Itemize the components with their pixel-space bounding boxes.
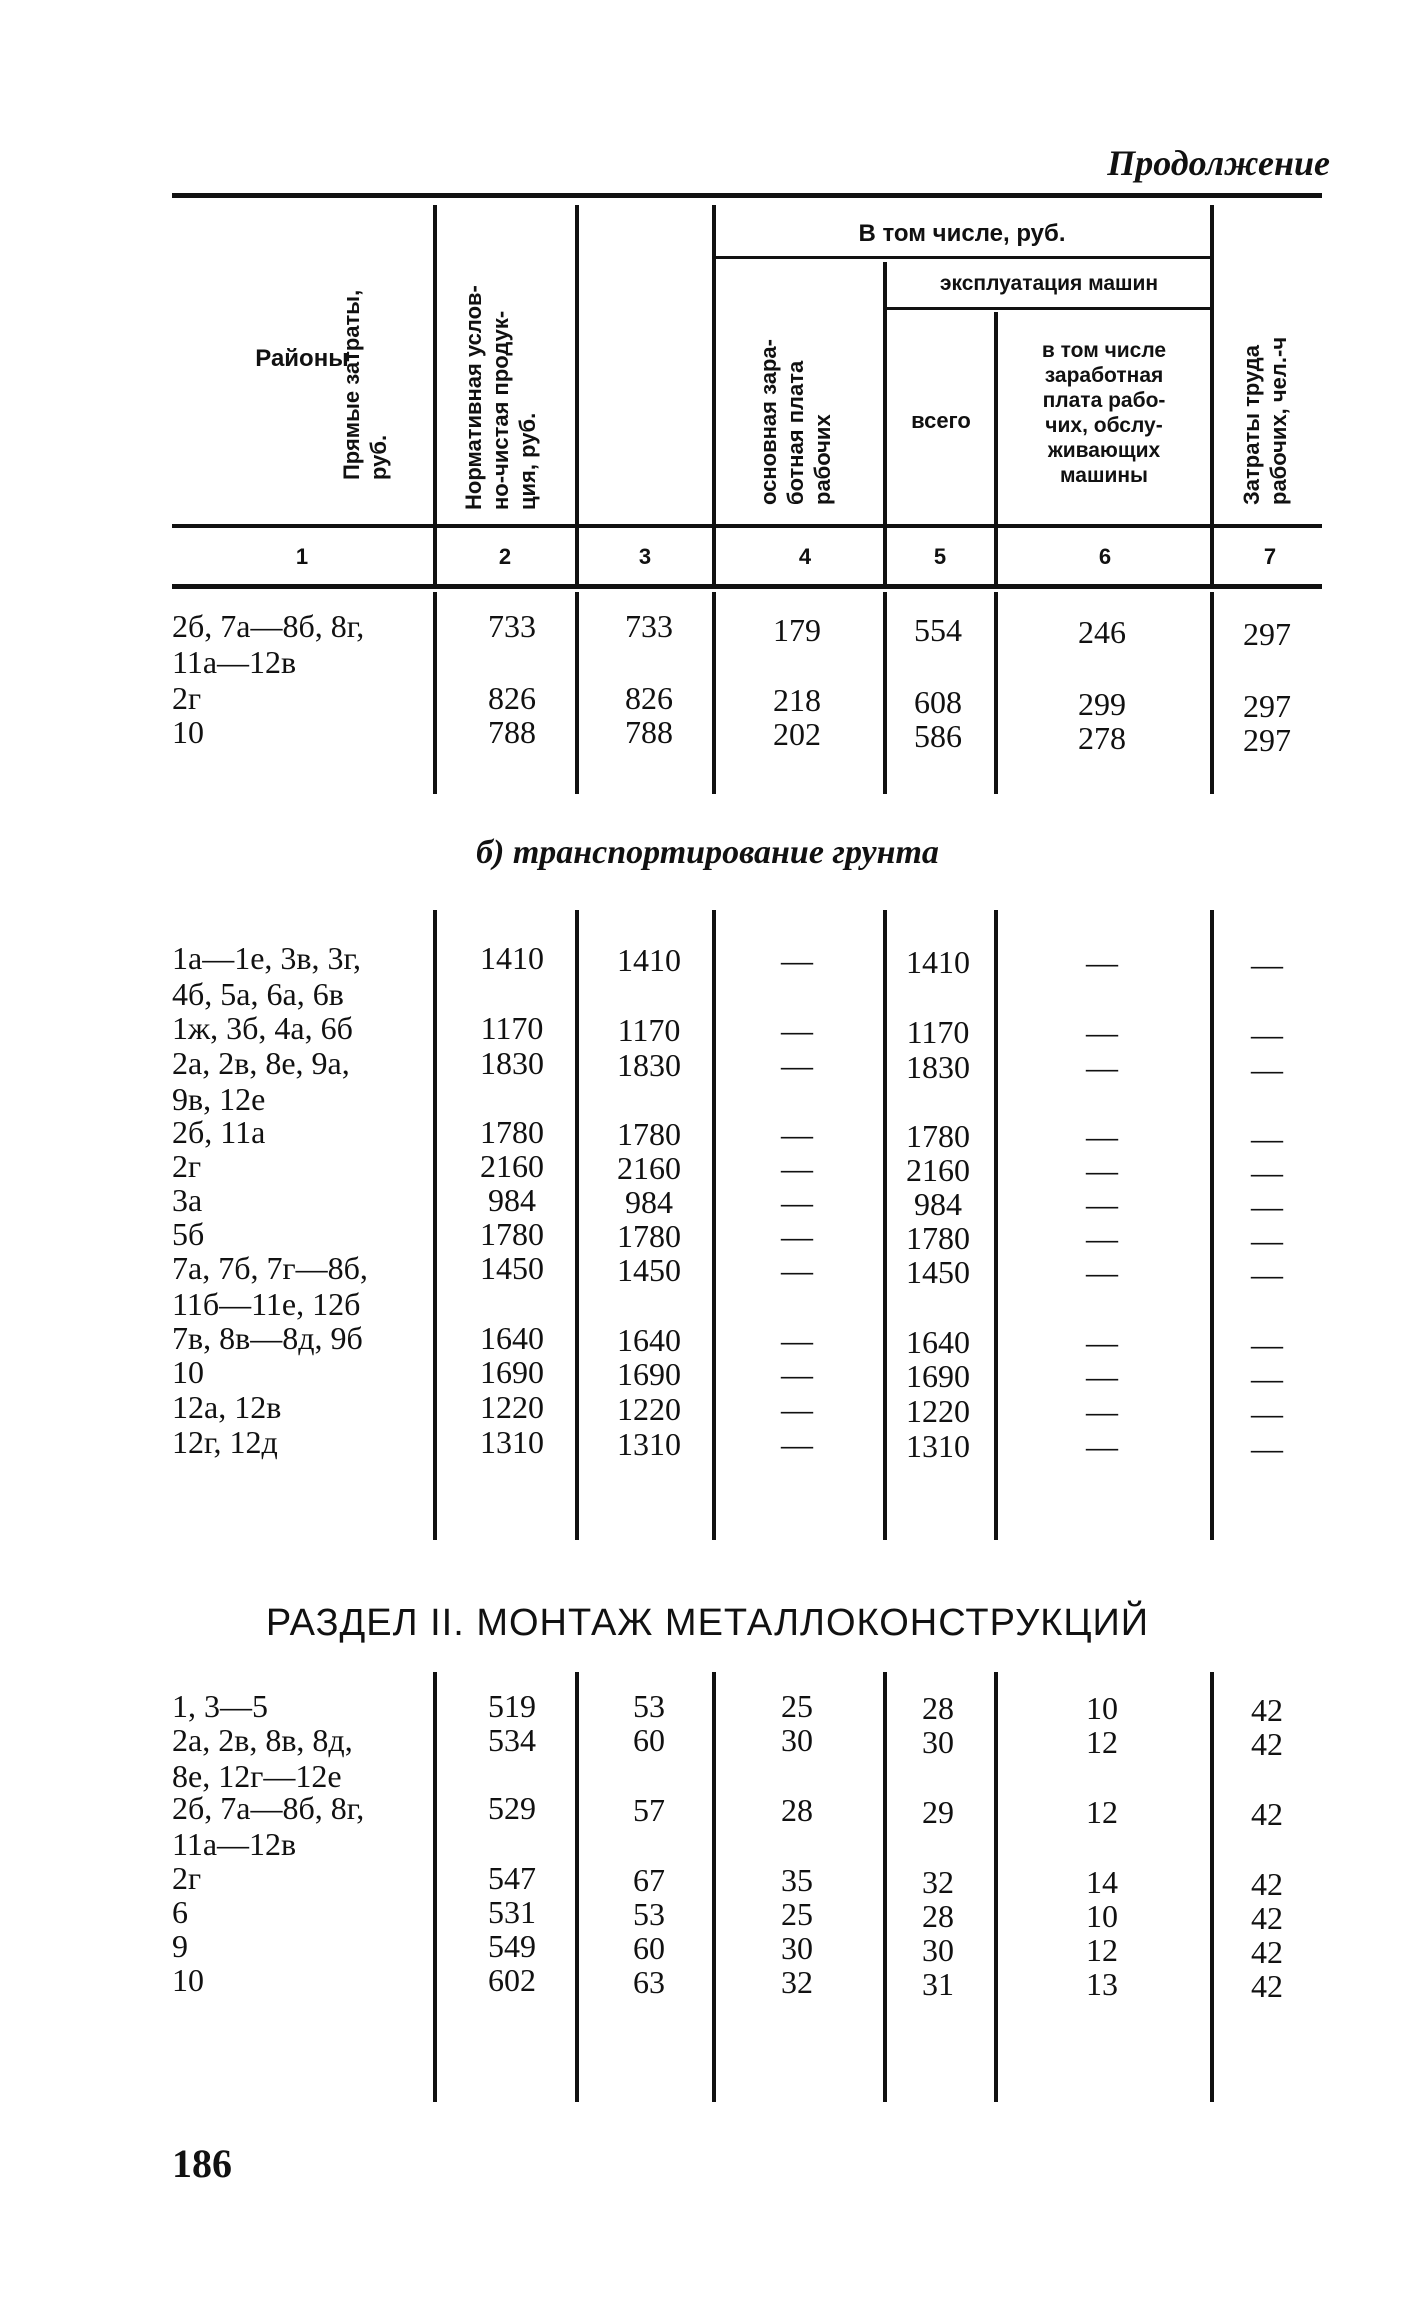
region-cell: 2г <box>172 1148 202 1184</box>
column-divider <box>575 1672 579 2102</box>
value-cell: 12 <box>1086 1932 1118 1968</box>
column-divider <box>712 1672 716 2102</box>
value-cell: 519 <box>488 1688 536 1724</box>
column-divider <box>712 592 716 794</box>
value-cell: 1830 <box>906 1049 970 1085</box>
header-including: В том числе, руб. <box>858 220 1066 247</box>
value-cell: 53 <box>633 1688 665 1724</box>
value-cell: 30 <box>922 1932 954 1968</box>
value-cell: — <box>781 1012 813 1048</box>
value-cell: — <box>781 1047 813 1083</box>
region-cell: 2б, 11а <box>172 1114 266 1150</box>
value-cell: 1310 <box>906 1428 970 1464</box>
value-cell: 531 <box>488 1894 536 1930</box>
value-cell: 1780 <box>480 1114 544 1150</box>
value-cell: 42 <box>1251 1968 1283 2004</box>
region-cell: 6 <box>172 1894 188 1930</box>
value-cell: 1780 <box>617 1218 681 1254</box>
value-cell: 1410 <box>906 944 970 980</box>
value-cell: 42 <box>1251 1866 1283 1902</box>
value-cell: 32 <box>781 1964 813 2000</box>
value-cell: 1410 <box>480 940 544 976</box>
value-cell: 1310 <box>617 1426 681 1462</box>
column-divider <box>712 910 716 1540</box>
region-cell: 10 <box>172 1962 204 1998</box>
region-cell: 2б, 7а—8б, 8г, 11а—12в <box>172 608 365 680</box>
value-cell: — <box>781 1150 813 1186</box>
value-cell: 25 <box>781 1688 813 1724</box>
value-cell: — <box>1086 1152 1118 1188</box>
machines-rule <box>886 307 1212 310</box>
value-cell: 733 <box>625 608 673 644</box>
value-cell: 554 <box>914 612 962 648</box>
colnum-5: 5 <box>933 544 947 569</box>
value-cell: 826 <box>625 680 673 716</box>
page-number: 186 <box>172 2141 232 2186</box>
header-divider <box>575 205 579 585</box>
value-cell: 35 <box>781 1862 813 1898</box>
value-cell: 299 <box>1078 686 1126 722</box>
value-cell: 246 <box>1078 614 1126 650</box>
value-cell: 1450 <box>480 1250 544 1286</box>
value-cell: — <box>1086 1393 1118 1429</box>
region-cell: 1, 3—5 <box>172 1688 268 1724</box>
colnum-6: 6 <box>1098 544 1112 569</box>
value-cell: 1170 <box>480 1010 544 1046</box>
value-cell: — <box>781 1252 813 1288</box>
value-cell: 29 <box>922 1794 954 1830</box>
value-cell: 297 <box>1243 722 1291 758</box>
value-cell: — <box>1251 1360 1283 1396</box>
continuation-label: Продолжение <box>1107 143 1330 183</box>
value-cell: 202 <box>773 716 821 752</box>
value-cell: 60 <box>633 1930 665 1966</box>
region-cell: 12г, 12д <box>172 1424 278 1460</box>
value-cell: 1780 <box>906 1220 970 1256</box>
region-cell: 10 <box>172 1354 204 1390</box>
value-cell: 1220 <box>617 1391 681 1427</box>
value-cell: 1640 <box>480 1320 544 1356</box>
region-cell: 2а, 2в, 8е, 9а, 9в, 12е <box>172 1045 350 1117</box>
section-title: РАЗДЕЛ II. МОНТАЖ МЕТАЛЛОКОНСТРУКЦИЙ <box>265 1602 1150 1644</box>
value-cell: — <box>1086 1358 1118 1394</box>
value-cell: — <box>1251 1430 1283 1466</box>
colnum-bottom-rule <box>172 584 1322 589</box>
value-cell: 1310 <box>480 1424 544 1460</box>
value-cell: 25 <box>781 1896 813 1932</box>
value-cell: 549 <box>488 1928 536 1964</box>
value-cell: 2160 <box>617 1150 681 1186</box>
header-normative-output: Нормативная услов- но-чистая продук- ция, руб. <box>461 285 540 510</box>
value-cell: 30 <box>922 1724 954 1760</box>
header-total: всего <box>911 408 971 433</box>
region-cell: 3а <box>172 1182 203 1218</box>
value-cell: 984 <box>914 1186 962 1222</box>
colnum-2: 2 <box>498 544 512 569</box>
value-cell: 53 <box>633 1896 665 1932</box>
value-cell: 12 <box>1086 1794 1118 1830</box>
value-cell: — <box>1086 1014 1118 1050</box>
value-cell: — <box>781 1116 813 1152</box>
value-cell: 42 <box>1251 1692 1283 1728</box>
value-cell: 179 <box>773 612 821 648</box>
value-cell: 1170 <box>617 1012 681 1048</box>
subsection-title: б) транспортирование грунта <box>476 834 939 871</box>
value-cell: 42 <box>1251 1900 1283 1936</box>
value-cell: — <box>1086 944 1118 980</box>
value-cell: — <box>781 1322 813 1358</box>
value-cell: — <box>781 1218 813 1254</box>
value-cell: 28 <box>922 1898 954 1934</box>
header-regions: Районы <box>255 345 349 372</box>
region-cell: 2г <box>172 680 202 716</box>
value-cell: — <box>1251 1154 1283 1190</box>
value-cell: 1780 <box>480 1216 544 1252</box>
value-cell: 278 <box>1078 720 1126 756</box>
value-cell: 1450 <box>617 1252 681 1288</box>
region-cell: 10 <box>172 714 204 750</box>
value-cell: 1410 <box>617 942 681 978</box>
column-divider <box>575 910 579 1540</box>
value-cell: 1170 <box>906 1014 970 1050</box>
value-cell: 602 <box>488 1962 536 1998</box>
value-cell: 547 <box>488 1860 536 1896</box>
header-direct-costs: Прямые затраты, руб. <box>339 289 391 480</box>
value-cell: 42 <box>1251 1934 1283 1970</box>
value-cell: — <box>1086 1324 1118 1360</box>
value-cell: 297 <box>1243 688 1291 724</box>
value-cell: 1830 <box>480 1045 544 1081</box>
value-cell: 30 <box>781 1930 813 1966</box>
colnum-3: 3 <box>638 544 652 569</box>
value-cell: — <box>1086 1254 1118 1290</box>
colnum-4: 4 <box>798 544 812 569</box>
value-cell: — <box>1251 1222 1283 1258</box>
value-cell: — <box>1086 1428 1118 1464</box>
value-cell: — <box>1251 1395 1283 1431</box>
header-including-wage: в том числе заработная плата рабо- чих, обслу- живающих машины <box>1041 339 1167 487</box>
value-cell: 788 <box>625 714 673 750</box>
column-divider <box>994 910 998 1540</box>
value-cell: 28 <box>781 1792 813 1828</box>
header-divider <box>433 205 437 585</box>
value-cell: 13 <box>1086 1966 1118 2002</box>
value-cell: 2160 <box>906 1152 970 1188</box>
value-cell: — <box>1251 1120 1283 1156</box>
value-cell: 788 <box>488 714 536 750</box>
value-cell: 10 <box>1086 1690 1118 1726</box>
value-cell: 31 <box>922 1966 954 2002</box>
value-cell: 63 <box>633 1964 665 2000</box>
value-cell: 28 <box>922 1690 954 1726</box>
value-cell: — <box>1251 1256 1283 1292</box>
value-cell: 1450 <box>906 1254 970 1290</box>
value-cell: 1690 <box>617 1356 681 1392</box>
value-cell: 1220 <box>480 1389 544 1425</box>
region-cell: 7а, 7б, 7г—8б, 11б—11е, 12б <box>172 1250 368 1322</box>
value-cell: 1640 <box>617 1322 681 1358</box>
region-cell: 2б, 7а—8б, 8г, 11а—12в <box>172 1790 365 1862</box>
value-cell: 60 <box>633 1722 665 1758</box>
including-rule <box>712 256 1212 259</box>
value-cell: — <box>1251 1051 1283 1087</box>
value-cell: 42 <box>1251 1796 1283 1832</box>
value-cell: 30 <box>781 1722 813 1758</box>
region-cell: 1ж, 3б, 4а, 6б <box>172 1010 353 1046</box>
column-divider <box>575 592 579 794</box>
region-cell: 5б <box>172 1216 205 1252</box>
value-cell: 534 <box>488 1722 536 1758</box>
value-cell: — <box>1251 1326 1283 1362</box>
region-cell: 2а, 2в, 8в, 8д, 8е, 12г—12е <box>172 1722 353 1794</box>
value-cell: — <box>781 1356 813 1392</box>
column-divider <box>994 1672 998 2102</box>
value-cell: 1780 <box>906 1118 970 1154</box>
value-cell: — <box>781 1184 813 1220</box>
value-cell: 984 <box>488 1182 536 1218</box>
region-cell: 2г <box>172 1860 202 1896</box>
value-cell: 1690 <box>906 1358 970 1394</box>
value-cell: — <box>1086 1220 1118 1256</box>
value-cell: 984 <box>625 1184 673 1220</box>
value-cell: — <box>1251 1188 1283 1224</box>
table-top-rule <box>172 193 1322 198</box>
region-cell: 12а, 12в <box>172 1389 282 1425</box>
value-cell: 608 <box>914 684 962 720</box>
value-cell: 42 <box>1251 1726 1283 1762</box>
value-cell: 32 <box>922 1864 954 1900</box>
header-divider <box>1210 205 1214 585</box>
value-cell: 10 <box>1086 1898 1118 1934</box>
value-cell: — <box>1086 1186 1118 1222</box>
value-cell: — <box>781 942 813 978</box>
header-base-wage: основная зара- ботная плата рабочих <box>756 339 835 505</box>
value-cell: 826 <box>488 680 536 716</box>
value-cell: 1830 <box>617 1047 681 1083</box>
value-cell: 1640 <box>906 1324 970 1360</box>
value-cell: 12 <box>1086 1724 1118 1760</box>
header-machine-operation: эксплуатация машин <box>939 272 1159 295</box>
region-cell: 9 <box>172 1928 188 1964</box>
value-cell: — <box>1086 1118 1118 1154</box>
value-cell: — <box>781 1426 813 1462</box>
value-cell: 733 <box>488 608 536 644</box>
value-cell: 297 <box>1243 616 1291 652</box>
value-cell: 529 <box>488 1790 536 1826</box>
value-cell: — <box>1251 1016 1283 1052</box>
value-cell: — <box>1251 946 1283 982</box>
header-divider <box>712 205 716 585</box>
header-labor-costs: Затраты труда рабочих, чел.-ч <box>1239 336 1291 505</box>
colnum-1: 1 <box>295 544 309 569</box>
value-cell: — <box>1086 1049 1118 1085</box>
header-bottom-rule <box>172 524 1322 528</box>
value-cell: 57 <box>633 1792 665 1828</box>
value-cell: 218 <box>773 682 821 718</box>
value-cell: 1690 <box>480 1354 544 1390</box>
value-cell: 586 <box>914 718 962 754</box>
value-cell: — <box>781 1391 813 1427</box>
region-cell: 7в, 8в—8д, 9б <box>172 1320 363 1356</box>
value-cell: 1780 <box>617 1116 681 1152</box>
value-cell: 67 <box>633 1862 665 1898</box>
column-divider <box>994 592 998 794</box>
colnum-7: 7 <box>1263 544 1277 569</box>
value-cell: 1220 <box>906 1393 970 1429</box>
value-cell: 2160 <box>480 1148 544 1184</box>
region-cell: 1а—1е, 3в, 3г, 4б, 5а, 6а, 6в <box>172 940 362 1012</box>
value-cell: 14 <box>1086 1864 1118 1900</box>
